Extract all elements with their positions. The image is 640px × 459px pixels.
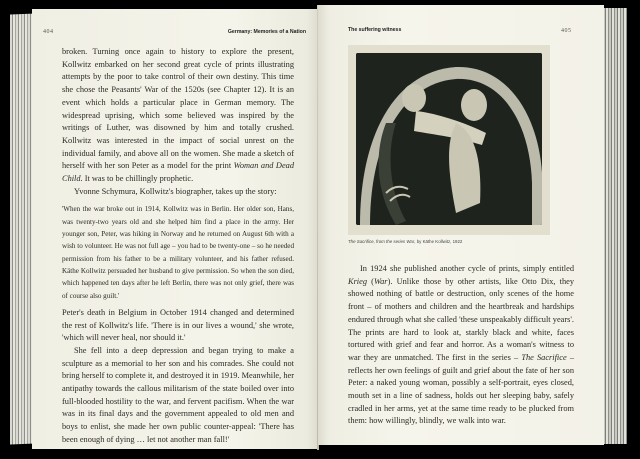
italic-title: Woman and Dead Child <box>62 161 294 184</box>
woodcut-print-image <box>356 53 542 225</box>
running-head-right: The suffering witness <box>348 27 402 33</box>
left-page <box>32 9 318 449</box>
left-body-text <box>62 46 294 447</box>
right-page <box>318 5 604 445</box>
figure-plate <box>348 45 550 235</box>
right-body-text <box>348 263 574 428</box>
paragraph: In 1924 she published another cycle of prints, simply entitled Krieg (War). Unlike those by other artists, like Otto Dix, they showed nothing of battle or destruction, only scenes of the home front – of mothers and children and the heartbreak and hardships endured through what she called 'these unspeakably difficult years'. The prints are hard to look at, starkly black and white, faces tortured with grief and fear and horror. As a woman's witness to war they are unmatched. The first in the series – The Sacrifice – reflects her own feelings of guilt and grief about the fate of her son Peter: a naked young woman, possibly a self-portrait, eyes closed, mouth set in a line of sadness, holds out her sleeping baby, safely cradled in her arms, yet at the same time ready to be plucked from them: how willingly, blindly, we walk into war. <box>348 264 574 426</box>
paragraph: Peter's death in Belgium in October 1914 changed and determined the rest of Kollwitz's life. 'There is in our lives a wound,' she wrote, 'which will never heal, nor should it.' <box>62 307 294 343</box>
paragraph: Yvonne Schymura, Kollwitz's biographer, takes up the story: <box>74 186 277 196</box>
paragraph: She fell into a deep depression and began trying to make a sculpture as a memorial to her son and his comrades. She could not bring herself to complete it, and destroyed it in 1919. Meanwhile, her antipathy towards the callous militarism of the state boiled over into full-blooded hostility to the war, and fervent pacifism. When the war was in its final days and the government appealed to old men and boys to enlist, she made her own public counter-appeal: 'There has been enough of dying … let not another man fall!' <box>62 345 294 444</box>
running-head-left: Germany: Memories of a Nation <box>227 29 306 35</box>
block-quote: 'When the war broke out in 1914, Kollwitz was in Berlin. Her older son, Hans, was twenty-two years old and she helped him find a place in the army. Her younger son, Peter, was hiking in Norway and he returned on August 6th with a wish to volunteer. He was not full age – you had to be twenty-one – so he needed permission from his father to be a military volunteer, and his father refused. Käthe Kollwitz persuaded her husband to give permission. So when the son died, which happened ten days after he left Berlin, there was not only grief, there was of course also guilt.' <box>62 205 294 300</box>
page-edges-right <box>603 8 627 444</box>
page-number-left: 404 <box>43 29 54 35</box>
figure-caption: The Sacrifice, from the series War, by Käthe Kollwitz, 1922 <box>348 239 463 244</box>
page-number-right: 405 <box>561 28 572 34</box>
woodcut-figures-icon <box>356 53 542 225</box>
paragraph: broken. Turning once again to history to explore the present, Kollwitz embarked on her second great cycle of prints illustrating attempts by the poor to take control of their own destiny. This time she chose the Peasants' War of the 1520s (see Chapter 12). It is an event which holds a particular place in German memory. The widespread uprising, which some believed was inspired by the writings of Luther, was disowned by him and totally crushed. Kollwitz was interested in the impact of social unrest on the individual family, and above all on the women. She made a sketch of herself with her son Peter as a model for the print Woman and Dead Child. It was to be chillingly prophetic. <box>62 47 294 184</box>
